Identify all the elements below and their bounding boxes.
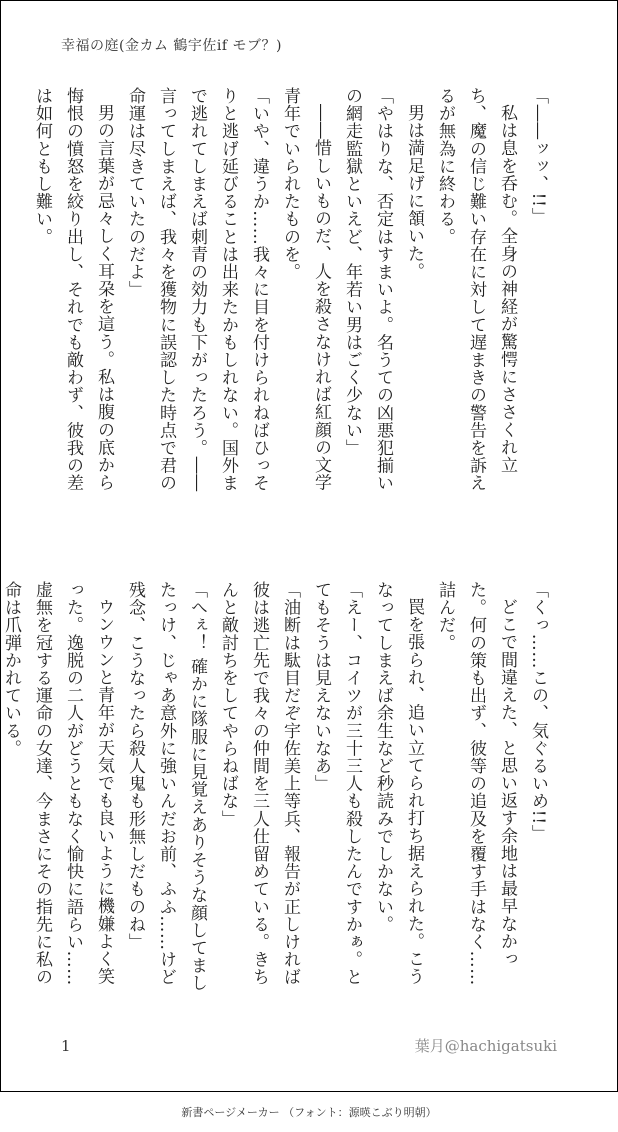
paragraph: 「油断は駄目だぞ宇佐美上等兵、報告が正しければ彼は逃亡先で我々の仲間を三人仕留めている。きちんと敵討ちをしてやらねばな」 [218, 581, 300, 986]
lower-text-block [1, 581, 553, 1001]
paragraph: 罠を張られ、追い立てられ打ち据えられた。こうなってしまえば余生など秒読みでしかない。 [373, 581, 424, 986]
paragraph: 男の言葉が忌々しく耳朶を這う。私は腹の底から悔恨の憤怒を絞り出し、それでも敵わず、彼我の差は如何ともし難い。 [32, 87, 114, 492]
paragraph: 私は息を呑む。全身の神経が驚愕にささくれ立ち、魔の信じ難い存在に対して遅まきの警告を訴えるが無為に終わる。 [435, 87, 517, 492]
author-credit: 葉月@hachigatsuki [414, 1037, 557, 1055]
paragraph: 「いや、違うか……我々に目を付けられねばひっそりと逃げ延びることは出来たかもしれない。国外まで逃れてしまえば刺青の効力も下がったろう。――言ってしまえば、我々を獲物に誤認した時点で君の命運は尽きていたのだよ」 [125, 87, 269, 492]
upper-text-block [32, 87, 553, 507]
paragraph: 「やはりな、否定はすまいよ。名うての凶悪犯揃いの網走監獄といえど、年若い男はごく少ない」 [342, 87, 393, 492]
paragraph: 「――ッッ、!!」 [528, 87, 548, 226]
page-number: 1 [61, 1037, 71, 1055]
paragraph: どこで間違えた、と思い返す余地は最早なかった。何の策も出ず、彼等の追及を覆す手はなく……詰んだ。 [435, 581, 517, 986]
paragraph: 「くっ……この、気ぐるいめ!!」 [528, 581, 548, 843]
paragraph: 「へぇ！ 確かに隊服に見覚えありそうな顔してましたっけ、じゃあ意外に強いんだお前、ふふ……けど残念、こうなったら殺人鬼も形無しだものね」 [125, 581, 207, 992]
paragraph: 男は満足げに頷いた。 [404, 104, 424, 280]
page-title: 幸福の庭(金カム 鶴宇佐if モブ？) [61, 38, 282, 54]
paragraph: ――惜しいものだ、人を殺さなければ紅顔の文学青年でいられたものを。 [280, 87, 331, 492]
paragraph: ウンウンと青年が天気でも良いように機嫌よく笑った。逸脱の二人がどうともなく愉快に語らい……虚無を冠する運命の女達、今まさにその指先に私の命は爪弾かれている。 [1, 581, 114, 986]
generator-credit: 新書ページメーカー （フォント：源暎こぶり明朝） [181, 1106, 437, 1119]
paragraph: 「えー、コイツが三十三人も殺したんですかぁ。とてもそうは見えないなあ」 [311, 581, 362, 986]
